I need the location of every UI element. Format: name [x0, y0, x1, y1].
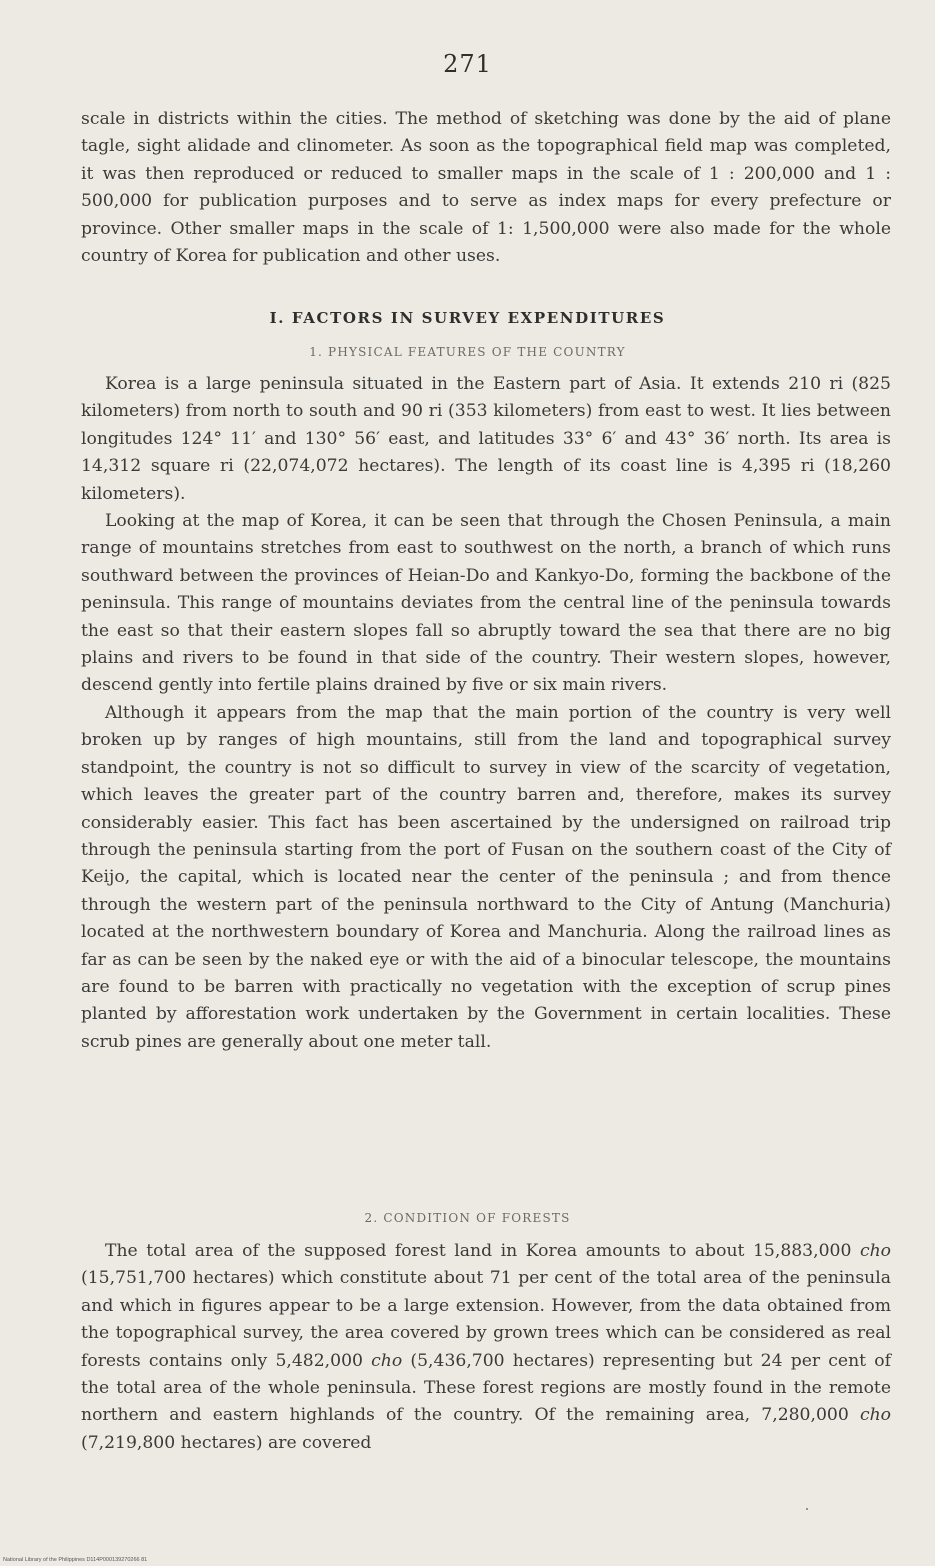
forests-text-mid-1: (15,751,700 hectares) which constitute about 71 per cent of the total area of the peninsula and which in figures appear to be a large extension. However, from the data obtained from the topographical survey, the area covered by grown trees which can be considered as real forests contains only 5,482,000	[81, 1268, 891, 1371]
physical-features-section	[81, 371, 891, 1056]
cho-unit: cho	[859, 1241, 891, 1261]
physical-paragraph-3: Although it appears from the map that the main portion of the country is very well broken up by ranges of high mountains, still from the land and topographical survey standpoint, the country is not so difficult to survey in view of the scarcity of vegetation, which leaves the greater part of the country barren and, therefore, makes its survey considerably easier. This fact has been ascertained by the undersigned on railroad trip through the peninsula starting from the port of Fusan on the southern coast of the City of Keijo, the capital, which is located near the center of the peninsula ; and from thence through the western part of the peninsula northward to the City of Antung (Manchuria) located at the northwestern boundary of Korea and Manchuria. Along the railroad lines as far as can be seen by the naked eye or with the aid of a binocular telescope, the mountains are found to be barren with practically no vegetation with the exception of scrup pines planted by afforestation work undertaken by the Government in certain localities. These scrub pines are generally about one meter tall.	[81, 702, 891, 1052]
intro-paragraph: scale in districts within the cities. The method of sketching was done by the aid of plane tagle, sight alidade and clinometer. As soon as the topographical field map was completed, it was then reproduced or reduced to smaller maps in the scale of 1 : 200,000 and 1 : 500,000 for publication purposes and to serve as index maps for every prefecture or province. Other smaller maps in the scale of 1: 1,500,000 were also made for the whole country of Korea for publication and other uses.	[81, 109, 891, 267]
cho-unit: cho	[371, 1350, 403, 1371]
subsection-heading-physical-features: 1. PHYSICAL FEATURES OF THE COUNTRY	[309, 345, 626, 359]
cho-unit: cho	[859, 1405, 891, 1426]
subsection-heading-forests: 2. CONDITION OF FORESTS	[364, 1211, 571, 1225]
physical-paragraph-1: Korea is a large peninsula situated in the Eastern part of Asia. It extends 210 ri (825 kilometers) from north to south and 90 ri (353 kilometers) from east to west. It lies between longitudes 124° 11′ and 130° 56′ east, and latitudes 33° 6′ and 43° 36′ north. Its area is 14,312 square ri (22,074,072 hectares). The length of its coast line is 4,395 ri (18,260 kilometers).	[81, 374, 891, 504]
section-heading: I. FACTORS IN SURVEY EXPENDITURES	[269, 309, 666, 327]
forests-paragraph	[81, 1238, 891, 1457]
speck-mark	[806, 1508, 808, 1510]
footer-note: National Library of the Philippines D114P000139270266 81	[3, 1557, 148, 1563]
forests-text-end: (7,219,800 hectares) are covered	[81, 1432, 372, 1453]
forests-text-mid-2: (5,436,700 hectares) representing but 24 per cent of the total area of the whole peninsula. These forest regions are mostly found in the remote northern and eastern highlands of the country. Of the remaining area, 7,280,000	[81, 1350, 891, 1426]
forests-section	[81, 1238, 891, 1457]
physical-paragraph-2: Looking at the map of Korea, it can be seen that through the Chosen Peninsula, a main range of mountains stretches from east to southwest on the north, a branch of which runs southward between the provinces of Heian-Do and Kankyo-Do, forming the backbone of the peninsula. This range of mountains deviates from the central line of the peninsula towards the east so that their eastern slopes fall so abruptly toward the sea that there are no big plains and rivers to be found in that side of the country. Their western slopes, however, descend gently into fertile plains drained by five or six main rivers.	[81, 511, 891, 696]
page-number: 271	[443, 50, 492, 78]
intro-paragraph-block	[81, 106, 891, 270]
forests-text-start: The total area of the supposed forest land in Korea amounts to about 15,883,000	[105, 1241, 860, 1261]
